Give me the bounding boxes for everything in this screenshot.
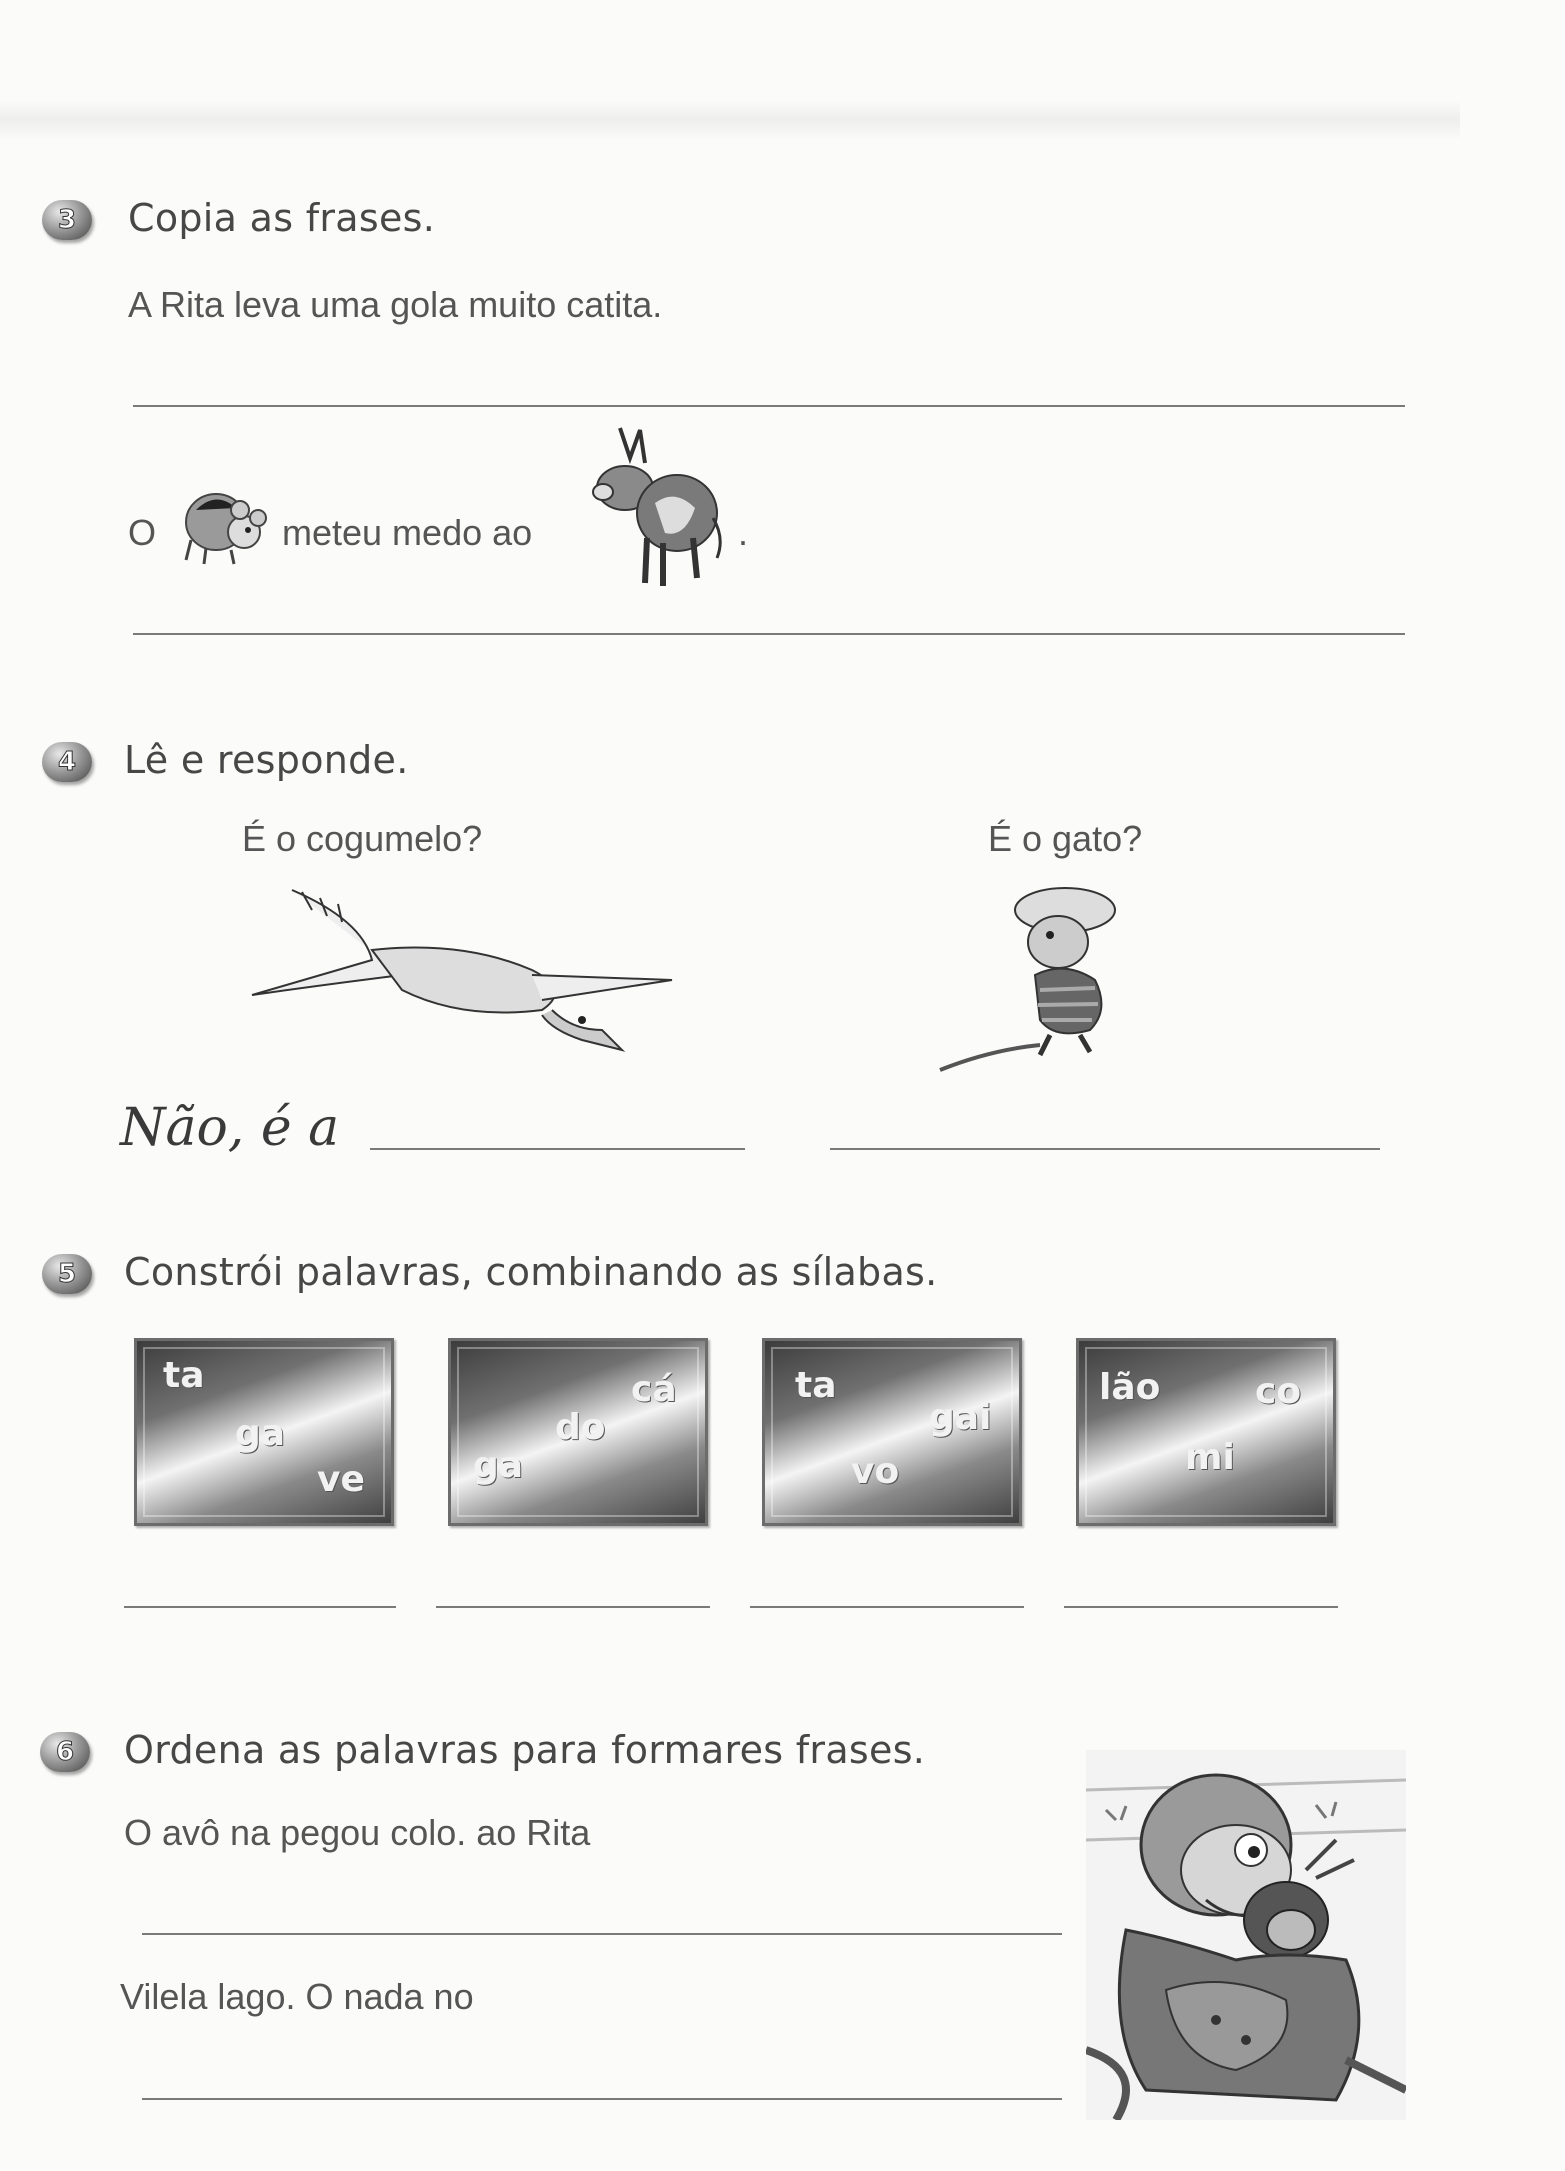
exercise-3-heading: Copia as frases. — [128, 196, 436, 240]
exercise-3-answer-line-1[interactable] — [133, 405, 1405, 407]
scan-artifact — [0, 100, 1460, 140]
exercise-5-answer-line-4[interactable] — [1064, 1606, 1338, 1608]
exercise-6-heading: Ordena as palavras para formares frases. — [124, 1728, 926, 1772]
syllable: ga — [235, 1413, 286, 1454]
syllable: ve — [317, 1459, 365, 1500]
exercise-4-answer-line-2[interactable] — [830, 1148, 1380, 1150]
exercise-5-heading: Constrói palavras, combinando as sílabas. — [124, 1250, 938, 1294]
syllable: ga — [473, 1445, 524, 1486]
exercise-5-answer-line-2[interactable] — [436, 1606, 710, 1608]
exercise-5-answer-line-1[interactable] — [124, 1606, 396, 1608]
syllable: do — [555, 1407, 606, 1448]
exercise-4-question-1: É o cogumelo? — [242, 818, 483, 859]
syllable-box-1 — [134, 1338, 394, 1526]
syllable: cá — [631, 1369, 677, 1410]
syllable-box-2 — [448, 1338, 708, 1526]
exercise-6-answer-line-2[interactable] — [142, 2098, 1062, 2100]
syllable: vo — [851, 1451, 900, 1492]
syllable: ta — [163, 1355, 205, 1396]
exercise-5-number-badge: 5 — [42, 1254, 92, 1294]
grandfather-holding-rita-illustration — [1086, 1750, 1406, 2120]
exercise-3-sentence-1: A Rita leva uma gola muito catita. — [128, 284, 663, 325]
exercise-4-answer-line-1[interactable] — [370, 1148, 745, 1150]
syllable: ta — [795, 1365, 837, 1406]
syllable: mi — [1185, 1437, 1235, 1478]
stork-icon — [242, 880, 682, 1060]
exercise-6-number-badge: 6 — [40, 1732, 90, 1772]
mouse-in-sweater-icon — [930, 880, 1190, 1080]
exercise-3-answer-line-2[interactable] — [133, 633, 1405, 635]
exercise-3-sentence-2-middle: meteu medo ao — [282, 512, 533, 553]
exercise-6-sentence-1: O avô na pegou colo. ao Rita — [124, 1812, 591, 1853]
exercise-4-answer-prefix: Não, é a — [120, 1098, 340, 1158]
syllable-box-4 — [1076, 1338, 1336, 1526]
donkey-icon — [585, 418, 725, 588]
exercise-6-answer-line-1[interactable] — [142, 1933, 1062, 1935]
exercise-6-sentence-2: Vilela lago. O nada no — [120, 1976, 474, 2017]
exercise-5-answer-line-3[interactable] — [750, 1606, 1024, 1608]
exercise-3-number-badge: 3 — [42, 200, 92, 240]
mouse-icon — [176, 480, 276, 570]
syllable: gai — [929, 1397, 992, 1438]
exercise-4-question-2: É o gato? — [988, 818, 1143, 859]
exercise-3-sentence-2-start: O — [128, 512, 157, 553]
syllable: co — [1255, 1371, 1302, 1412]
exercise-3-sentence-2-end: . — [738, 512, 749, 553]
syllable: lão — [1099, 1367, 1161, 1408]
syllable-box-3 — [762, 1338, 1022, 1526]
exercise-4-heading: Lê e responde. — [124, 738, 409, 782]
exercise-4-number-badge: 4 — [42, 742, 92, 782]
